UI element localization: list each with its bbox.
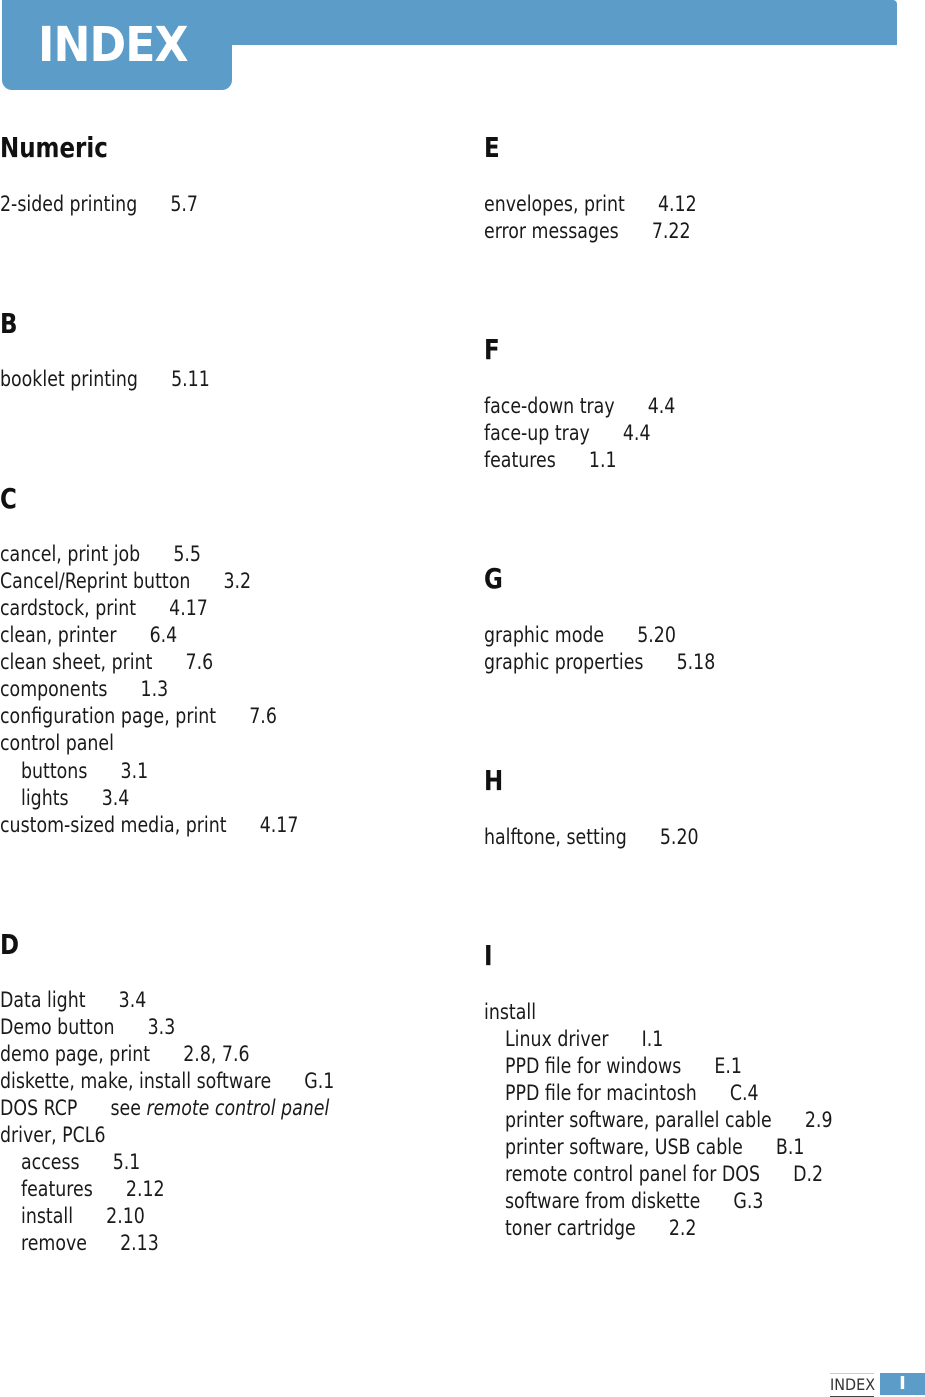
index-entry [484, 824, 699, 851]
entry-page: 2.13 [120, 1231, 159, 1255]
entry-term: DOS RCP [0, 1096, 78, 1120]
entry-term: demo page, print [0, 1042, 151, 1066]
entry-page: I.1 [641, 1027, 664, 1051]
index-subentry [21, 1203, 145, 1230]
index-entry [0, 649, 213, 676]
entry-term: diskette, make, install software [0, 1069, 272, 1093]
index-entry [0, 1095, 329, 1122]
entry-page: E.1 [714, 1054, 742, 1078]
index-entry [484, 622, 676, 649]
index-subentry [505, 1134, 804, 1161]
entry-term: Data light [0, 988, 86, 1012]
index-entry [484, 447, 617, 474]
entry-page: 7.6 [185, 650, 214, 674]
index-subentry [21, 1230, 159, 1257]
entry-page: 5.5 [173, 542, 201, 566]
index-entry [0, 730, 114, 757]
entry-term: install [484, 1000, 537, 1024]
entry-page: 4.4 [622, 421, 651, 445]
section-heading-f: F [484, 333, 500, 366]
entry-term: printer software, parallel cable [505, 1108, 772, 1132]
index-entry [0, 568, 251, 595]
entry-term: driver, PCL6 [0, 1123, 106, 1147]
section-heading-d: D [0, 928, 20, 961]
entry-term: halftone, setting [484, 825, 627, 849]
entry-page: 2.10 [106, 1204, 145, 1228]
entry-term: booklet printing [0, 367, 138, 391]
footer-page-number: I [880, 1373, 925, 1395]
entry-page: 2.9 [804, 1108, 833, 1132]
entry-page: 4.17 [259, 813, 299, 837]
entry-term: access [21, 1150, 80, 1174]
index-entry [0, 1014, 175, 1041]
entry-page: 5.20 [659, 825, 699, 849]
entry-term: 2-sided printing [0, 192, 138, 216]
footer-section-label: INDEX [830, 1373, 874, 1397]
index-subentry [21, 785, 129, 812]
index-entry [0, 1041, 250, 1068]
index-subentry [505, 1215, 696, 1242]
index-entry [0, 541, 201, 568]
entry-term: control panel [0, 731, 114, 755]
entry-term: cancel, print job [0, 542, 141, 566]
entry-term: configuration page, print [0, 704, 217, 728]
entry-page: 3.2 [223, 569, 252, 593]
entry-term: envelopes, print [484, 192, 625, 216]
entry-page: G.3 [733, 1189, 764, 1213]
entry-page: 5.7 [170, 192, 199, 216]
entry-term: software from diskette [505, 1189, 701, 1213]
entry-page: 3.4 [101, 786, 130, 810]
index-entry [484, 393, 675, 420]
entry-term: components [0, 677, 108, 701]
entry-term: face-up tray [484, 421, 590, 445]
entry-see: see [110, 1096, 141, 1120]
entry-term: features [484, 448, 556, 472]
entry-term: Cancel/Reprint button [0, 569, 191, 593]
entry-page: B.1 [775, 1135, 805, 1159]
page-title: INDEX [38, 17, 188, 73]
entry-page: 5.1 [112, 1150, 141, 1174]
index-entry [0, 703, 277, 730]
index-entry [484, 191, 697, 218]
index-entry [484, 999, 536, 1026]
section-heading-h: H [484, 764, 504, 797]
entry-term: Linux driver [505, 1027, 609, 1051]
index-entry [0, 366, 210, 393]
entry-page: 1.1 [588, 448, 617, 472]
entry-term: toner cartridge [505, 1216, 636, 1240]
index-subentry [21, 1149, 140, 1176]
section-heading-g: G [484, 562, 503, 595]
section-heading-b: B [0, 307, 18, 340]
entry-page: 4.4 [647, 394, 676, 418]
entry-page: G.1 [304, 1069, 335, 1093]
entry-term: Demo button [0, 1015, 115, 1039]
index-entry [0, 595, 208, 622]
entry-page: 5.18 [676, 650, 716, 674]
entry-page: 7.6 [249, 704, 277, 728]
index-subentry [505, 1026, 663, 1053]
index-subentry [505, 1080, 759, 1107]
entry-term: face-down tray [484, 394, 615, 418]
index-entry [0, 676, 168, 703]
entry-term: clean, printer [0, 623, 117, 647]
index-entry [484, 420, 651, 447]
entry-term: printer software, USB cable [505, 1135, 743, 1159]
index-entry [0, 622, 177, 649]
index-subentry [505, 1188, 763, 1215]
entry-term: error messages [484, 219, 619, 243]
section-heading-e: E [484, 131, 500, 164]
entry-term: lights [21, 786, 69, 810]
entry-term: PPD file for macintosh [505, 1081, 697, 1105]
entry-page: 3.1 [120, 759, 149, 783]
entry-term: buttons [21, 759, 88, 783]
index-entry [0, 812, 298, 839]
entry-page: 2.2 [668, 1216, 697, 1240]
index-subentry [505, 1161, 823, 1188]
entry-term: graphic mode [484, 623, 605, 647]
entry-term: features [21, 1177, 93, 1201]
entry-term: graphic properties [484, 650, 644, 674]
index-entry [0, 1068, 334, 1095]
entry-page: 5.20 [637, 623, 676, 647]
index-subentry [21, 758, 148, 785]
entry-page: 3.4 [118, 988, 147, 1012]
entry-page: C.4 [729, 1081, 759, 1105]
entry-term: install [21, 1204, 74, 1228]
section-heading-numeric: Numeric [0, 131, 108, 164]
index-entry [0, 987, 146, 1014]
index-entry [0, 1122, 106, 1149]
index-subentry [505, 1053, 742, 1080]
entry-see-target: remote control panel [146, 1096, 330, 1120]
entry-page: 7.22 [651, 219, 691, 243]
entry-page: 3.3 [147, 1015, 176, 1039]
index-entry [484, 649, 715, 676]
entry-term: remote control panel for DOS [505, 1162, 760, 1186]
entry-term: PPD file for windows [505, 1054, 682, 1078]
section-heading-c: C [0, 482, 17, 515]
entry-page: 2.12 [125, 1177, 165, 1201]
entry-page: 4.12 [657, 192, 697, 216]
entry-page: D.2 [793, 1162, 824, 1186]
entry-page: 2.8, 7.6 [183, 1042, 250, 1066]
index-subentry [21, 1176, 165, 1203]
section-heading-i: I [484, 939, 493, 972]
index-entry [0, 191, 198, 218]
entry-term: clean sheet, print [0, 650, 153, 674]
entry-term: custom-sized media, print [0, 813, 227, 837]
index-subentry [505, 1107, 833, 1134]
entry-page: 4.17 [169, 596, 208, 620]
entry-term: remove [21, 1231, 87, 1255]
entry-page: 5.11 [171, 367, 210, 391]
entry-term: cardstock, print [0, 596, 137, 620]
entry-page: 6.4 [149, 623, 178, 647]
entry-page: 1.3 [140, 677, 169, 701]
index-entry [484, 218, 691, 245]
